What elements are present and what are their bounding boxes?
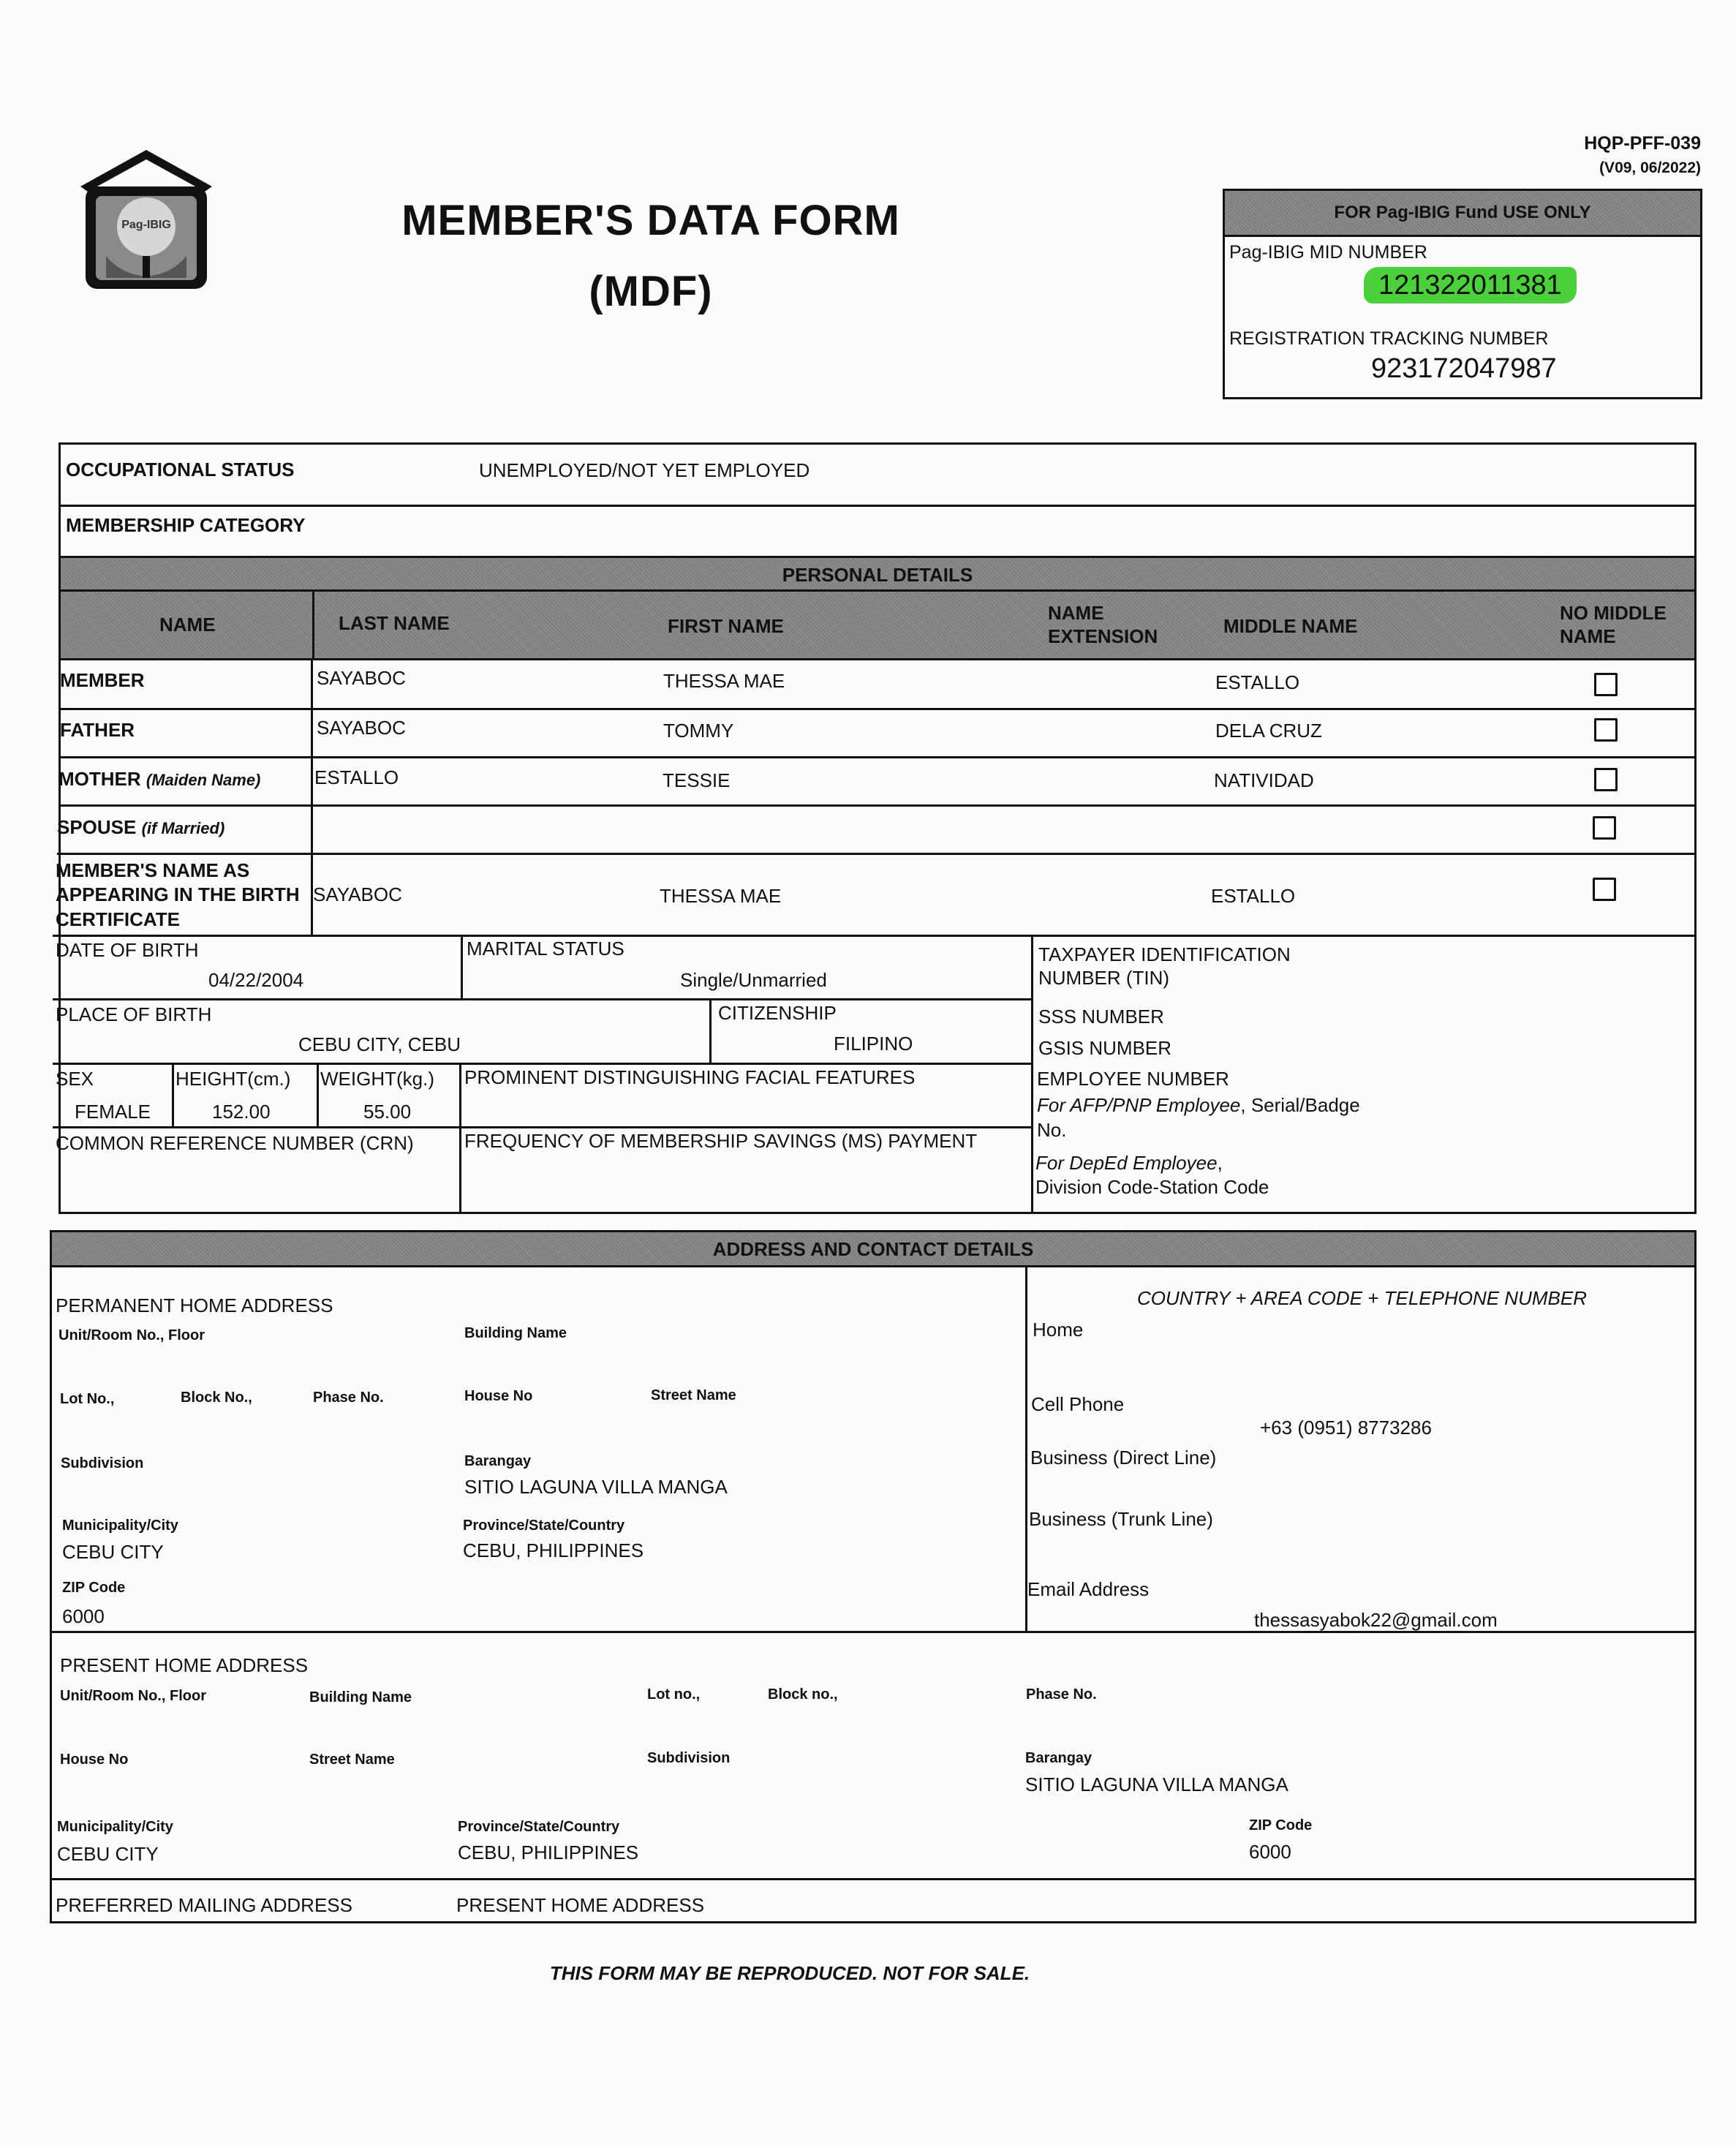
membership-category-label: MEMBERSHIP CATEGORY: [66, 514, 306, 536]
form-title-abbrev: (MDF): [589, 268, 713, 315]
citizenship-value: FILIPINO: [834, 1033, 913, 1055]
col-name-ext-2: EXTENSION: [1048, 625, 1158, 647]
marital-status-label: MARITAL STATUS: [467, 938, 624, 960]
form-code: HQP-PFF-039: [1584, 133, 1701, 154]
occupational-status-label: OCCUPATIONAL STATUS: [66, 459, 295, 480]
form-title: MEMBER'S DATA FORM: [401, 197, 900, 244]
weight-value: 55.00: [363, 1101, 412, 1123]
employee-number-label: EMPLOYEE NUMBER: [1037, 1068, 1229, 1090]
ms-payment-frequency-label: FREQUENCY OF MEMBERSHIP SAVINGS (MS) PAYMENT: [464, 1130, 978, 1152]
height-value: 152.00: [212, 1101, 271, 1123]
weight-label: WEIGHT(kg.): [320, 1068, 434, 1090]
crn-label: COMMON REFERENCE NUMBER (CRN): [56, 1132, 414, 1154]
deped-label: For DepEd Employee,: [1035, 1152, 1223, 1174]
fund-use-header: FOR Pag-IBIG Fund USE ONLY: [1225, 191, 1700, 237]
afp-pnp-label: For AFP/PNP Employee, Serial/Badge: [1037, 1094, 1360, 1116]
place-of-birth-value: CEBU CITY, CEBU: [298, 1033, 461, 1055]
svg-text:Pag-IBIG: Pag-IBIG: [121, 219, 171, 231]
cell-phone-value: +63 (0951) 8773286: [1260, 1417, 1432, 1439]
dob-value: 04/22/2004: [208, 969, 304, 991]
col-last-name: LAST NAME: [339, 612, 450, 634]
address-section: [50, 1230, 1697, 1923]
col-middle-name: MIDDLE NAME: [1223, 615, 1358, 637]
no-middle-name-checkbox[interactable]: [1594, 718, 1618, 742]
dob-label: DATE OF BIRTH: [56, 939, 199, 961]
personal-details-header: PERSONAL DETAILS: [61, 558, 1694, 591]
col-name-ext-1: NAME: [1048, 602, 1104, 624]
no-middle-name-checkbox[interactable]: [1594, 768, 1618, 791]
tin-label-2: NUMBER (TIN): [1038, 967, 1170, 989]
name-columns-header: [61, 592, 1694, 659]
rtn-label: REGISTRATION TRACKING NUMBER: [1229, 328, 1549, 349]
mid-label: Pag-IBIG MID NUMBER: [1229, 242, 1427, 263]
deped-division-code: Division Code-Station Code: [1035, 1176, 1269, 1198]
form-version: (V09, 06/2022): [1599, 159, 1701, 176]
fund-use-only-box: [1223, 189, 1702, 399]
citizenship-label: CITIZENSHIP: [718, 1002, 837, 1024]
address-contact-header: ADDRESS AND CONTACT DETAILS: [52, 1232, 1694, 1265]
pag-ibig-logo: [77, 146, 216, 293]
footer-note: THIS FORM MAY BE REPRODUCED. NOT FOR SALE.: [549, 1962, 1030, 1984]
col-name: NAME: [159, 614, 216, 636]
place-of-birth-label: PLACE OF BIRTH: [56, 1003, 212, 1025]
house-logo-icon: [77, 146, 216, 293]
rtn-value: 923172047987: [1371, 353, 1557, 384]
afp-pnp-no: No.: [1037, 1119, 1067, 1141]
email-value: thessasyabok22@gmail.com: [1254, 1609, 1498, 1631]
marital-status-value: Single/Unmarried: [680, 969, 827, 991]
height-label: HEIGHT(cm.): [176, 1068, 291, 1090]
no-middle-name-checkbox[interactable]: [1593, 878, 1616, 901]
no-middle-name-checkbox[interactable]: [1593, 816, 1616, 840]
col-no-middle-2: NAME: [1560, 625, 1616, 647]
no-middle-name-checkbox[interactable]: [1594, 673, 1618, 696]
sex-value: FEMALE: [75, 1101, 151, 1123]
sex-label: SEX: [56, 1068, 94, 1090]
tin-label-1: TAXPAYER IDENTIFICATION: [1038, 943, 1291, 965]
occupational-status-value: UNEMPLOYED/NOT YET EMPLOYED: [479, 459, 810, 481]
col-no-middle-1: NO MIDDLE: [1560, 602, 1667, 624]
preferred-mailing-value: PRESENT HOME ADDRESS: [456, 1894, 705, 1916]
col-first-name: FIRST NAME: [668, 615, 784, 637]
gsis-label: GSIS NUMBER: [1038, 1037, 1172, 1059]
sss-label: SSS NUMBER: [1038, 1006, 1164, 1028]
preferred-mailing-label: PREFERRED MAILING ADDRESS: [56, 1894, 352, 1916]
facial-features-label: PROMINENT DISTINGUISHING FACIAL FEATURES: [464, 1066, 916, 1088]
mid-value: 121322011381: [1364, 270, 1577, 301]
